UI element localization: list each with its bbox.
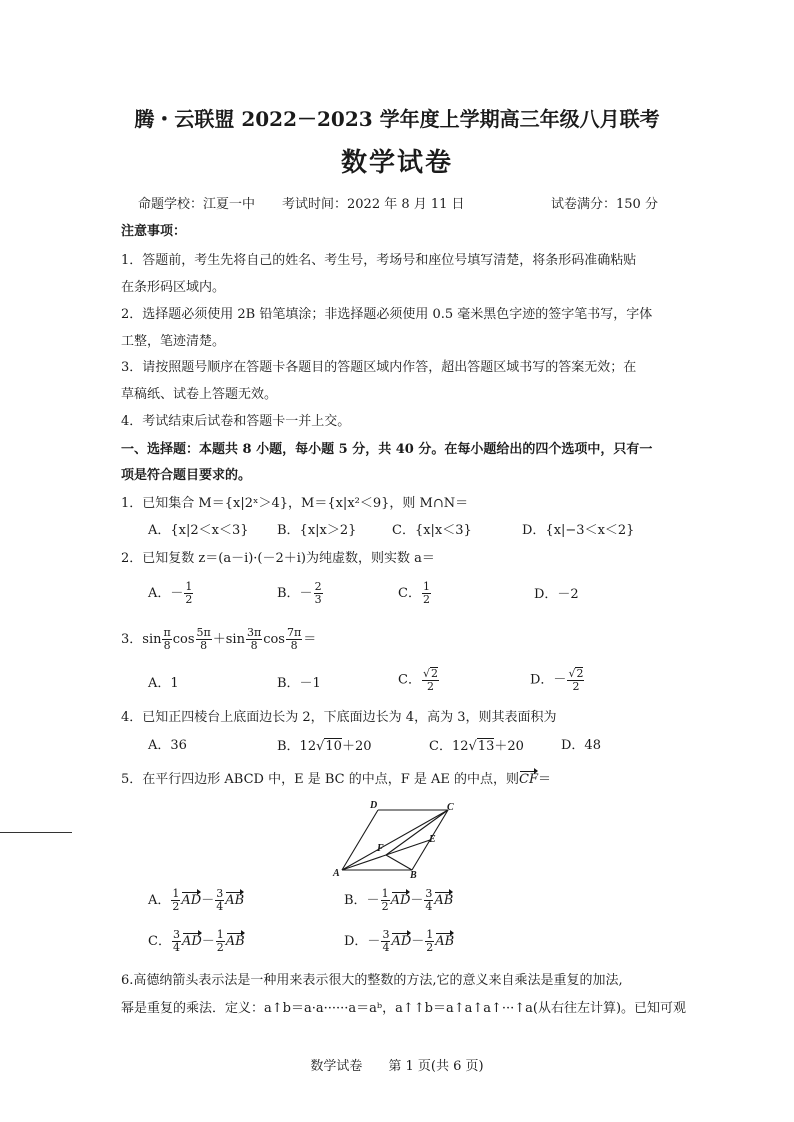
question-1-option-b: B．{x|x＞2} <box>277 523 357 538</box>
fraction <box>422 581 431 606</box>
note-1-line-2: 在条形码区域内。 <box>121 280 226 295</box>
numerator: 1 <box>185 580 193 593</box>
question-3-option-c-label: C． <box>398 672 421 688</box>
option-label: C． <box>148 934 171 949</box>
denominator: 2 <box>172 900 180 913</box>
vector-ad: AD <box>391 934 412 949</box>
minus-sign: － <box>201 893 215 908</box>
section-1-heading-line-1: 一、选择题：本题共 8 小题，每小题 5 分，共 40 分。在每小题给出的四个选项中，只有一 <box>121 442 653 457</box>
exam-school: 命题学校：江夏一中 <box>138 197 256 212</box>
label-a: A <box>333 868 340 878</box>
denominator: 2 <box>426 941 434 954</box>
vector-ab: AB <box>225 893 245 908</box>
label-f: F <box>377 843 384 854</box>
question-2-option-b-label: B．－ <box>277 586 313 601</box>
fraction <box>184 581 193 606</box>
sqrt-radicand: 2 <box>430 667 438 680</box>
question-1-option-d: D．{x|−3＜x＜2} <box>522 523 635 538</box>
cos-term: cos <box>263 632 285 647</box>
numerator: 1 <box>172 887 180 900</box>
question-1-option-a: A．{x|2＜x＜3} <box>148 523 249 538</box>
fraction <box>381 888 390 913</box>
fraction <box>567 667 584 693</box>
fraction <box>215 888 224 913</box>
fraction <box>286 627 302 652</box>
denominator: 4 <box>216 900 224 913</box>
equals-sign: ＝ <box>303 632 317 647</box>
plus-sign: ＋ <box>212 632 226 647</box>
sqrt-radicand: 10 <box>325 739 342 754</box>
exam-title: 腾・云联盟 2022－2023 学年度上学期高三年级八月联考 <box>134 107 660 131</box>
denominator: 2 <box>216 941 224 954</box>
option-label: A． <box>148 893 171 908</box>
question-4-option-b-pre: B．12 <box>277 739 317 754</box>
vector-ad: AD <box>181 893 202 908</box>
vector-cf: CF <box>519 772 538 787</box>
notes-heading: 注意事项： <box>121 224 187 239</box>
note-3-line-2: 草稿纸、试卷上答题无效。 <box>121 387 278 402</box>
vector-ab: AB <box>435 934 455 949</box>
label-c: C <box>447 802 454 813</box>
page-footer: 数学试卷 第 1 页(共 6 页) <box>310 1059 484 1074</box>
question-2-option-c-label: C． <box>398 586 421 601</box>
numerator: 3π <box>246 626 262 639</box>
section-1-heading-line-2: 项是符合题目要求的。 <box>121 468 252 483</box>
question-5-stem <box>121 772 551 788</box>
question-3-stem <box>121 627 316 652</box>
sin-term: sin <box>225 632 245 647</box>
question-3-option-d-label: D．－ <box>530 672 567 688</box>
question-2-option-a <box>148 581 194 606</box>
note-2-line-1: 2．选择题必须使用 2B 铅笔填涂；非选择题必须使用 0.5 毫米黑色字迹的签字笔书写，字体 <box>121 307 653 322</box>
numerator: 5π <box>196 626 211 639</box>
question-5-option-c <box>148 929 245 954</box>
numerator: 2 <box>314 580 322 593</box>
parallelogram-diagram <box>330 798 470 878</box>
minus-sign: － <box>411 934 425 949</box>
question-2-option-d: D．－2 <box>534 587 579 602</box>
numerator: π <box>163 626 171 639</box>
fraction <box>314 581 323 606</box>
denominator: 2 <box>185 593 193 606</box>
question-3-option-d <box>530 667 585 693</box>
question-2-option-c <box>398 581 432 606</box>
question-2-option-a-label: A．－ <box>148 586 184 601</box>
fraction <box>422 667 439 693</box>
question-1-option-c: C．{x|x＜3} <box>392 523 472 538</box>
note-1-line-1: 1．答题前，考生先将自己的姓名、考生号，考场号和座位号填写清楚，将条形码准确粘贴 <box>121 253 637 268</box>
question-4-option-a: A．36 <box>148 738 187 753</box>
margin-rule <box>0 832 72 833</box>
fraction <box>172 929 181 954</box>
question-6-line-2: 幂是重复的乘法．定义：a↑b＝a·a······a＝aᵇ，a↑↑b＝a↑a↑a↑···↑a(从右往左计算)。已知可观 <box>121 1001 687 1016</box>
denominator: 8 <box>200 639 208 652</box>
question-5-stem-text: 5．在平行四边形 ABCD 中，E 是 BC 的中点，F 是 AE 的中点，则 <box>121 772 520 787</box>
label-d: D <box>370 800 378 811</box>
cos-term: cos <box>172 632 195 647</box>
note-3-line-1: 3．请按照题号顺序在答题卡各题目的答题区域内作答，超出答题区域书写的答案无效；在 <box>121 360 637 375</box>
note-2-line-2: 工整，笔迹清楚。 <box>121 334 226 349</box>
question-2-option-b <box>277 581 324 606</box>
question-6-line-1: 6.高德纳箭头表示法是一种用来表示很大的整数的方法,它的意义来自乘法是重复的加法, <box>121 973 623 988</box>
numerator: √2 <box>422 667 438 680</box>
edge-ad <box>342 810 378 870</box>
denominator: 4 <box>172 941 180 954</box>
fraction <box>246 627 262 652</box>
question-4-option-c-pre: C．12 <box>429 739 469 754</box>
question-3-option-a: A．1 <box>148 676 179 691</box>
numerator: 1 <box>216 928 224 941</box>
exam-time: 考试时间：2022 年 8 月 11 日 <box>282 197 465 212</box>
question-3-option-b: B．－1 <box>277 676 321 691</box>
denominator: 3 <box>314 593 322 606</box>
minus-sign: － <box>201 934 215 949</box>
numerator: 1 <box>381 887 389 900</box>
question-4-option-b-post: ＋20 <box>341 739 372 754</box>
fraction <box>162 627 171 652</box>
fraction <box>171 888 180 913</box>
question-5-option-d <box>344 929 454 954</box>
numerator: 3 <box>172 928 180 941</box>
numerator: 3 <box>216 887 224 900</box>
numerator: √2 <box>568 667 584 680</box>
numerator: 3 <box>382 928 390 941</box>
denominator: 4 <box>425 900 433 913</box>
note-4: 4．考试结束后试卷和答题卡一并上交。 <box>121 414 351 429</box>
question-4-option-b: B．12√10＋20 <box>277 739 372 754</box>
full-score: 试卷满分：150 分 <box>551 197 658 212</box>
denominator: 8 <box>250 639 258 652</box>
denominator: 8 <box>163 639 171 652</box>
sqrt-radicand: 2 <box>576 667 584 680</box>
denominator: 4 <box>382 941 390 954</box>
question-5-option-a <box>148 888 244 913</box>
denominator: 2 <box>572 680 580 693</box>
vector-ab: AB <box>434 893 454 908</box>
segment-fb <box>386 855 412 870</box>
question-4-option-d: D．48 <box>561 738 601 753</box>
question-4-option-c-post: ＋20 <box>494 739 524 754</box>
numerator: 7π <box>286 626 302 639</box>
subject-title: 数学试卷 <box>340 148 453 178</box>
minus-sign: － <box>410 893 424 908</box>
fraction <box>196 627 212 652</box>
option-label: D．－ <box>344 934 381 949</box>
denominator: 2 <box>426 680 434 693</box>
numerator: 1 <box>426 928 434 941</box>
vector-ad: AD <box>181 934 202 949</box>
denominator: 8 <box>290 639 298 652</box>
question-1-stem: 1．已知集合 M＝{x|2ˣ＞4}，M＝{x|x²＜9}，则 M∩N＝ <box>121 496 469 511</box>
segment-cf <box>386 810 448 855</box>
fraction <box>425 929 434 954</box>
fraction <box>216 929 225 954</box>
numerator: 1 <box>422 580 430 593</box>
label-b: B <box>410 870 417 878</box>
numerator: 3 <box>425 887 433 900</box>
question-3-number: 3． <box>121 632 143 647</box>
option-label: B．－ <box>344 893 380 908</box>
sqrt-radicand: 13 <box>477 739 495 754</box>
denominator: 2 <box>381 900 389 913</box>
question-3-option-c <box>398 667 440 693</box>
vector-ad: AD <box>390 893 411 908</box>
question-5-option-b <box>344 888 453 913</box>
denominator: 2 <box>422 593 430 606</box>
label-e: E <box>429 834 436 845</box>
equals-sign: ＝ <box>537 772 551 787</box>
sin-term: sin <box>142 632 162 647</box>
question-2-stem: 2．已知复数 z＝(a－i)·(－2＋i)为纯虚数，则实数 a＝ <box>121 551 435 566</box>
question-4-option-c: C．12√13＋20 <box>429 739 524 754</box>
vector-ab: AB <box>225 934 245 949</box>
question-4-stem: 4．已知正四棱台上底面边长为 2，下底面边长为 4，高为 3，则其表面积为 <box>121 710 557 725</box>
fraction <box>424 888 433 913</box>
fraction <box>381 929 390 954</box>
